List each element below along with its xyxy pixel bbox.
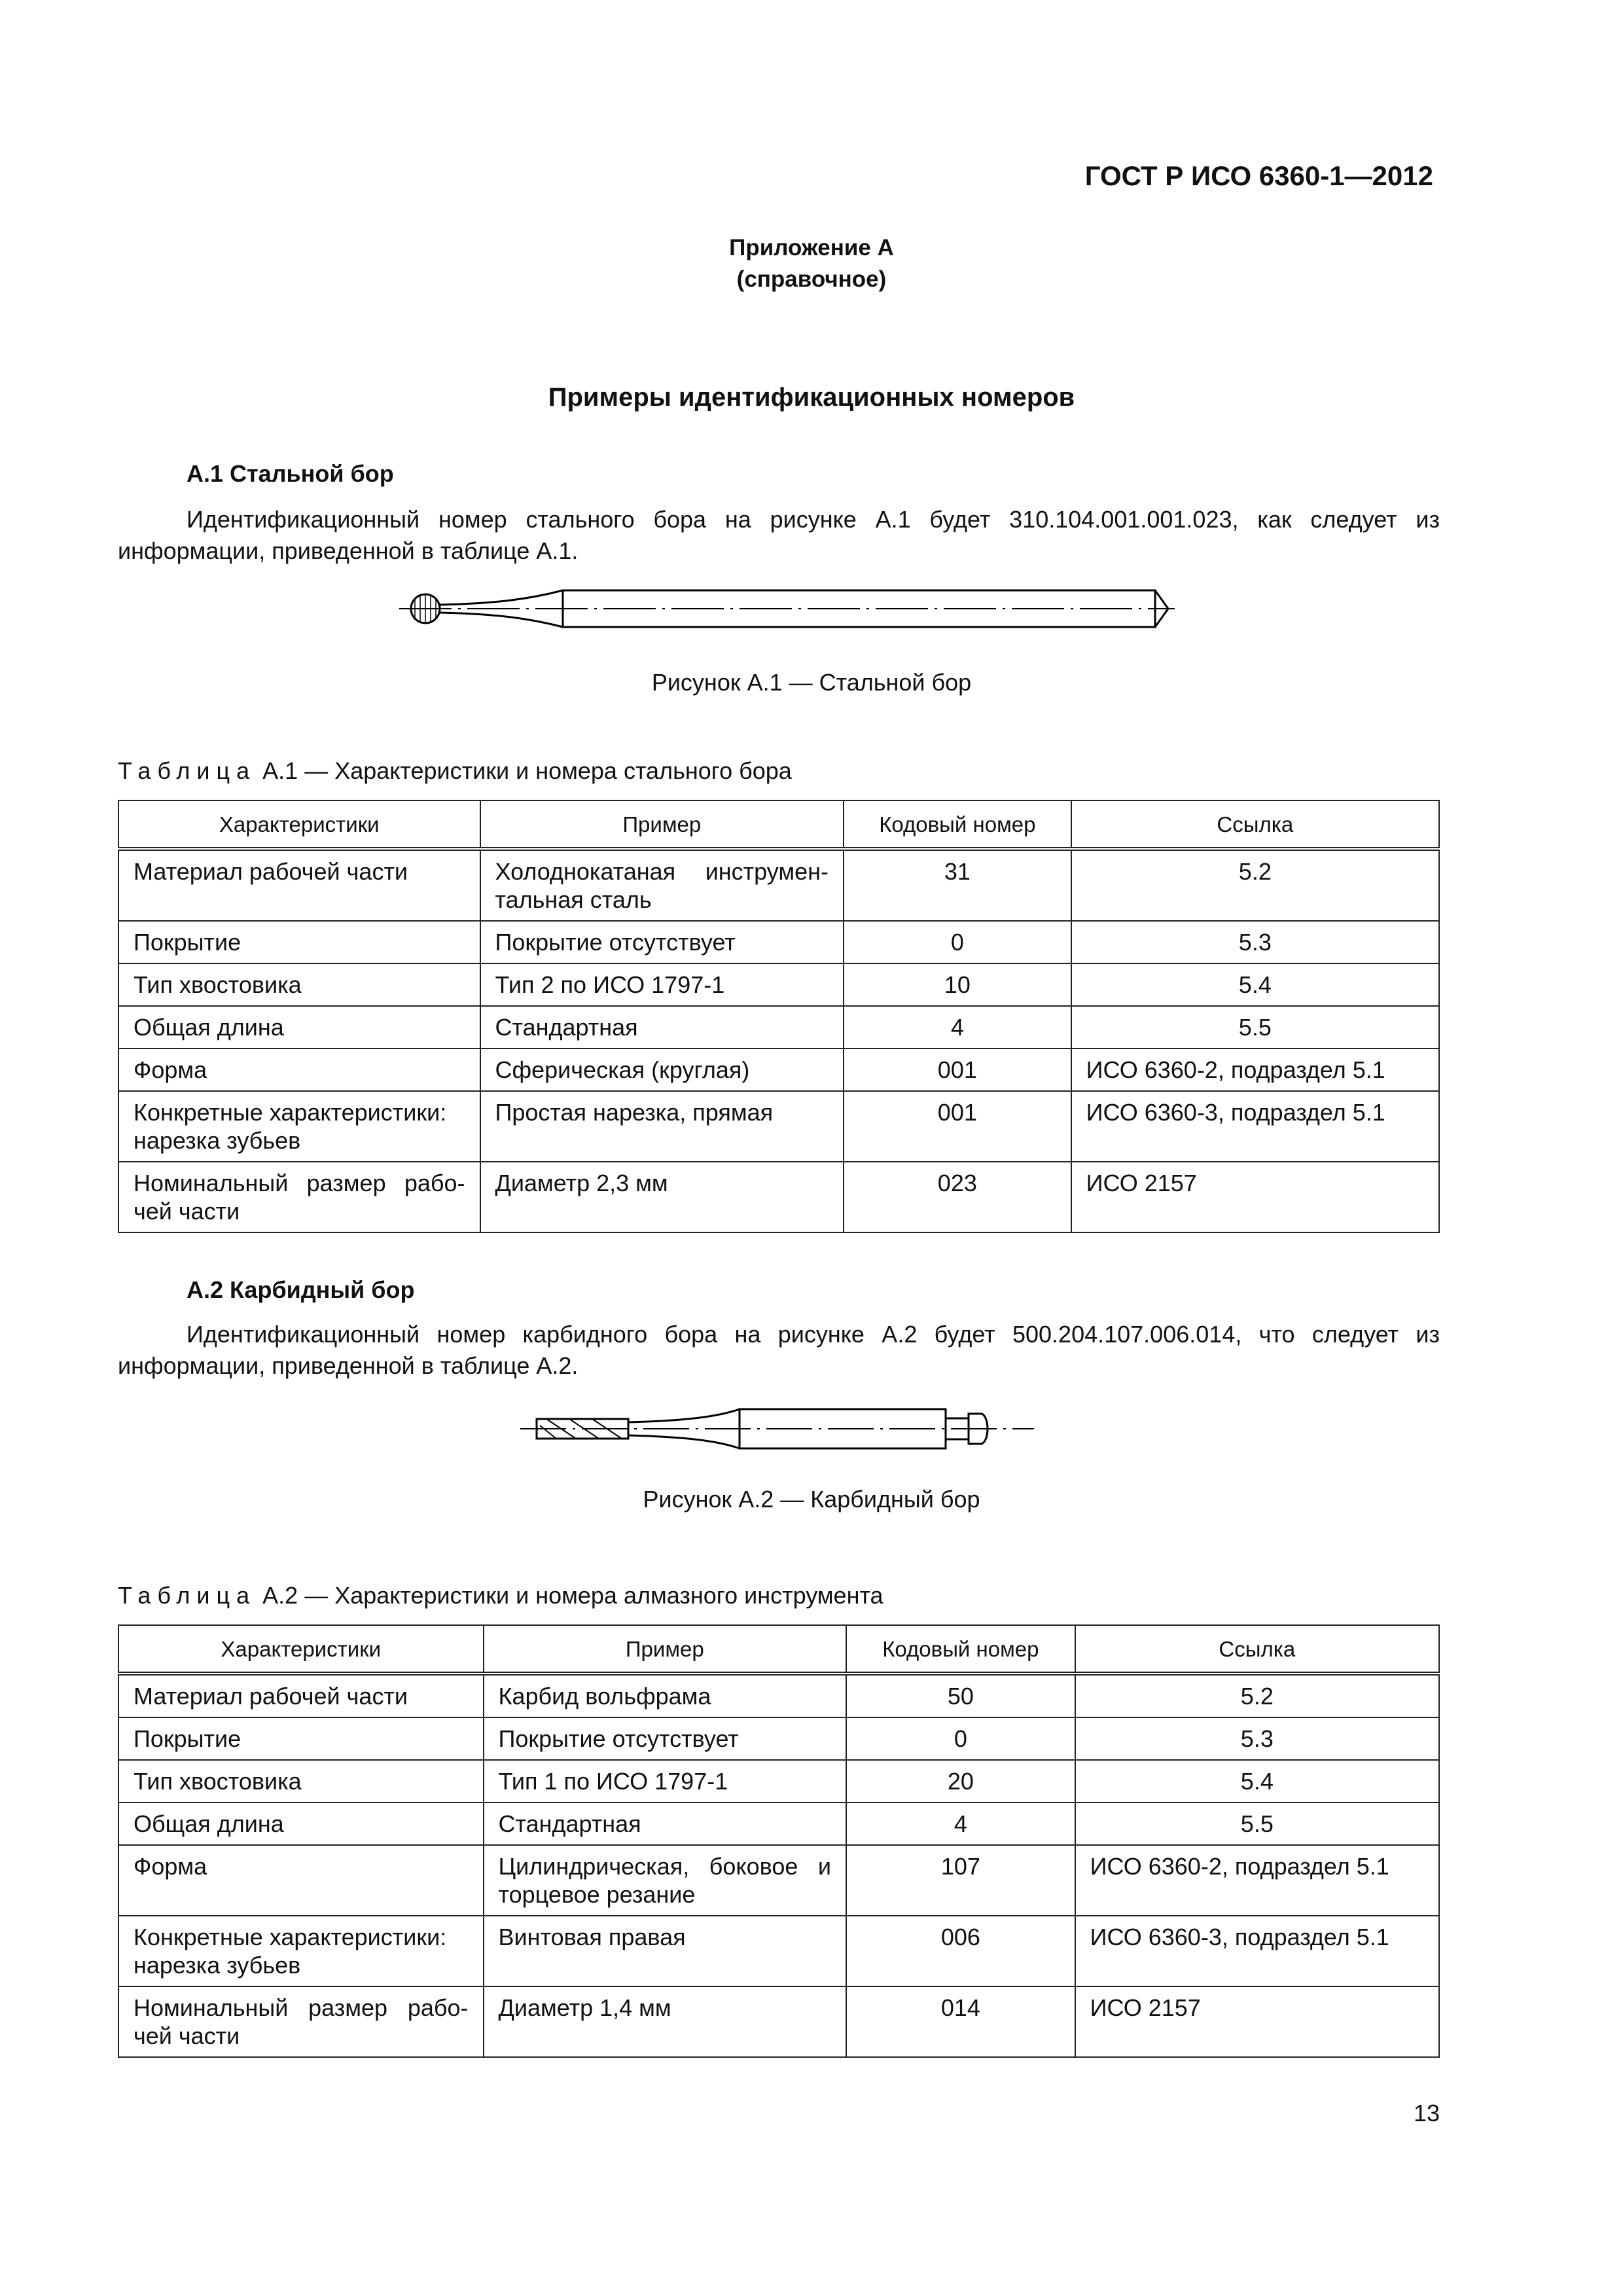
table-caption-a2 xyxy=(118,1582,883,1609)
table-row xyxy=(118,963,1439,1006)
cell-reference: 5.5 xyxy=(1075,1803,1439,1845)
header-example: Пример xyxy=(480,800,844,849)
cell-code: 001 xyxy=(844,1091,1071,1162)
cell-characteristic: Покрытие xyxy=(118,921,480,963)
table-row xyxy=(118,849,1439,921)
cell-reference: 5.4 xyxy=(1075,1760,1439,1803)
cell-code: 023 xyxy=(844,1162,1071,1232)
header-characteristics: Характеристики xyxy=(118,1625,484,1674)
cell-code: 20 xyxy=(846,1760,1075,1803)
cell-characteristic: Тип хвостовика xyxy=(118,963,480,1006)
cell-example: Сферическая (круглая) xyxy=(480,1049,844,1091)
header-reference: Ссылка xyxy=(1075,1625,1439,1674)
appendix-label: Приложение А xyxy=(729,235,894,260)
cell-code: 4 xyxy=(846,1803,1075,1845)
cell-characteristic: Материал рабочей части xyxy=(118,849,480,921)
table-a2 xyxy=(118,1624,1440,2058)
neck-bottom xyxy=(628,1435,740,1448)
cell-example: Покрытие отсутствует xyxy=(480,921,844,963)
cell-characteristic: Конкретные характеристики: нарезка зубьев xyxy=(118,1091,480,1162)
cell-reference: 5.2 xyxy=(1075,1674,1439,1717)
cell-characteristic: Общая длина xyxy=(118,1803,484,1845)
table-row xyxy=(118,1091,1439,1162)
table-row xyxy=(118,1674,1439,1717)
cell-reference: ИСО 6360-3, подраздел 5.1 xyxy=(1075,1916,1439,1986)
cell-code: 001 xyxy=(844,1049,1071,1091)
cell-code: 0 xyxy=(846,1717,1075,1760)
table-caption-prefix: Таблица xyxy=(118,1582,257,1609)
cell-code: 014 xyxy=(846,1986,1075,2057)
table-caption-text: А.1 — Характеристики и номера стального бора xyxy=(256,757,792,784)
cell-example: Тип 2 по ИСО 1797-1 xyxy=(480,963,844,1006)
cell-reference: 5.4 xyxy=(1071,963,1439,1006)
neck-top xyxy=(628,1409,740,1422)
cell-reference: ИСО 6360-2, подраздел 5.1 xyxy=(1071,1049,1439,1091)
appendix-heading xyxy=(0,232,1623,295)
header-characteristics: Характеристики xyxy=(118,800,480,849)
cell-characteristic: Номинальный размер рабо-чей части xyxy=(118,1986,484,2057)
table-row xyxy=(118,1049,1439,1091)
table-row xyxy=(118,921,1439,963)
cell-reference: ИСО 6360-3, подраздел 5.1 xyxy=(1071,1091,1439,1162)
table-header-row xyxy=(118,1625,1439,1674)
header-reference: Ссылка xyxy=(1071,800,1439,849)
cell-example: Стандартная xyxy=(480,1006,844,1049)
header-code-number: Кодовый номер xyxy=(844,800,1071,849)
figure-a1-steel-bur xyxy=(386,576,1185,641)
cell-example: Покрытие отсутствует xyxy=(484,1717,847,1760)
cell-example: Диаметр 1,4 мм xyxy=(484,1986,847,2057)
cell-code: 50 xyxy=(846,1674,1075,1717)
cell-code: 4 xyxy=(844,1006,1071,1049)
neck-bottom xyxy=(440,613,563,627)
appendix-status: (справочное) xyxy=(736,266,887,292)
section-paragraph-a1: Идентификационный номер стального бора на рисунке А.1 будет 310.104.001.001.023, как следует из информации, приведенной в таблице А.1. xyxy=(118,506,1440,564)
cell-characteristic: Номинальный размер рабо-чей части xyxy=(118,1162,480,1232)
section-heading-a2: А.2 Карбидный бор xyxy=(187,1276,415,1303)
cell-characteristic: Конкретные характеристики: нарезка зубьев xyxy=(118,1916,484,1986)
table-row xyxy=(118,1986,1439,2057)
table-caption-a1 xyxy=(118,757,792,785)
cell-code: 10 xyxy=(844,963,1071,1006)
cell-reference: ИСО 2157 xyxy=(1071,1162,1439,1232)
cell-example: Стандартная xyxy=(484,1803,847,1845)
cell-code: 006 xyxy=(846,1916,1075,1986)
cell-reference: 5.3 xyxy=(1075,1717,1439,1760)
cell-reference: ИСО 2157 xyxy=(1075,1986,1439,2057)
cell-example: Простая нарезка, прямая xyxy=(480,1091,844,1162)
table-row xyxy=(118,1162,1439,1232)
cell-example: Цилиндрическая, боковое и торцевое резание xyxy=(484,1845,847,1916)
table-row xyxy=(118,1845,1439,1916)
cell-reference: 5.5 xyxy=(1071,1006,1439,1049)
cell-example: Карбид вольфрама xyxy=(484,1674,847,1717)
cell-characteristic: Форма xyxy=(118,1845,484,1916)
cell-example: Диаметр 2,3 мм xyxy=(480,1162,844,1232)
table-caption-text: А.2 — Характеристики и номера алмазного инструмента xyxy=(256,1582,883,1609)
header-example: Пример xyxy=(484,1625,847,1674)
cell-example: Винтовая правая xyxy=(484,1916,847,1986)
page-title: Примеры идентификационных номеров xyxy=(548,383,1075,412)
figure-caption-a1: Рисунок А.1 — Стальной бор xyxy=(651,669,972,696)
page-number: 13 xyxy=(1413,2100,1440,2126)
standard-designation: ГОСТ Р ИСО 6360-1—2012 xyxy=(1084,160,1433,191)
table-caption-prefix: Таблица xyxy=(118,757,257,784)
cell-reference: ИСО 6360-2, подраздел 5.1 xyxy=(1075,1845,1439,1916)
cell-example: Тип 1 по ИСО 1797-1 xyxy=(484,1760,847,1803)
cell-characteristic: Покрытие xyxy=(118,1717,484,1760)
cell-reference: 5.3 xyxy=(1071,921,1439,963)
cell-characteristic: Материал рабочей части xyxy=(118,1674,484,1717)
cell-characteristic: Общая длина xyxy=(118,1006,480,1049)
cell-reference: 5.2 xyxy=(1071,849,1439,921)
table-row xyxy=(118,1803,1439,1845)
cell-characteristic: Форма xyxy=(118,1049,480,1091)
cell-characteristic: Тип хвостовика xyxy=(118,1760,484,1803)
table-header-row xyxy=(118,800,1439,849)
cell-example: Холоднокатаная инструмен-тальная сталь xyxy=(480,849,844,921)
table-row xyxy=(118,1717,1439,1760)
section-heading-a1: А.1 Стальной бор xyxy=(187,460,394,487)
header-code-number: Кодовый номер xyxy=(846,1625,1075,1674)
figure-caption-a2: Рисунок А.2 — Карбидный бор xyxy=(643,1486,980,1513)
table-row xyxy=(118,1760,1439,1803)
table-row xyxy=(118,1916,1439,1986)
neck-top xyxy=(440,590,563,605)
table-row xyxy=(118,1006,1439,1049)
section-paragraph-a2: Идентификационный номер карбидного бора на рисунке А.2 будет 500.204.107.006.014, что следует из информации, приведенной в таблице А.2. xyxy=(118,1321,1440,1379)
cell-code: 107 xyxy=(846,1845,1075,1916)
cell-code: 31 xyxy=(844,849,1071,921)
table-a1 xyxy=(118,800,1440,1233)
cell-code: 0 xyxy=(844,921,1071,963)
figure-a2-carbide-bur xyxy=(517,1397,1041,1460)
